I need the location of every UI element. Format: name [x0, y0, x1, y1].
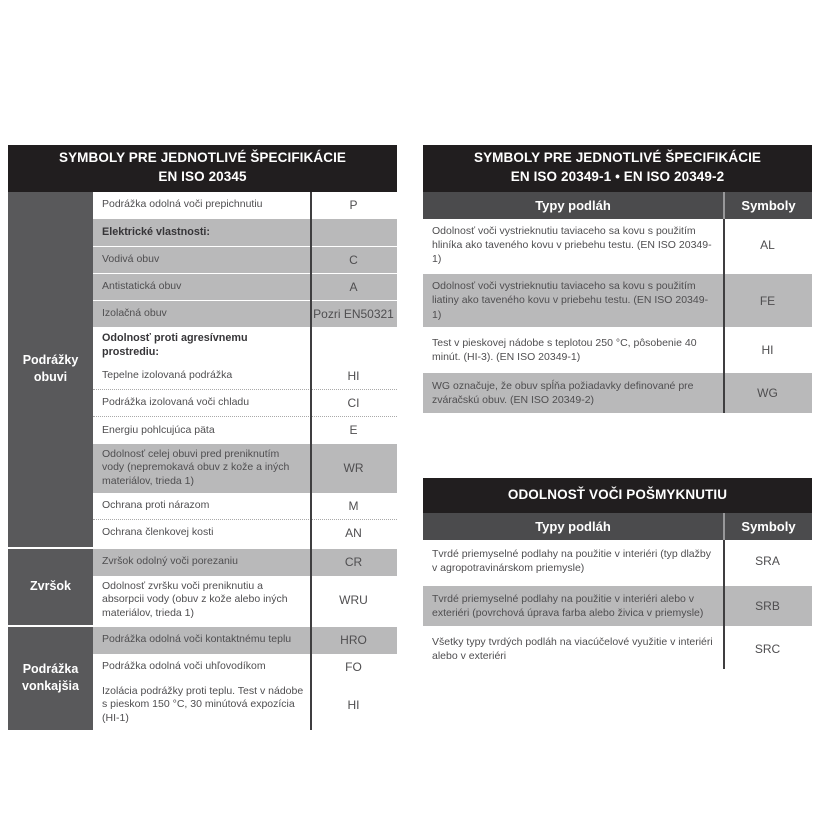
row-description: Ochrana proti nárazom	[102, 498, 210, 511]
table-row	[93, 246, 397, 273]
row-symbol: SRC	[754, 641, 781, 656]
row-description: Odolnosť voči vystrieknutiu taviaceho sa kovu s použitím hliníka ako taveného kovu v priebehu testu. (EN ISO 20349-1)	[432, 224, 712, 266]
table-row	[423, 219, 812, 272]
table-en-iso-20349	[423, 145, 812, 413]
row-symbol: SRA	[755, 554, 780, 569]
row-symbol: WR	[343, 461, 364, 476]
row-description: Odolnosť zvršku voči preniknutiu a absorpcii vody (obuv z kože alebo iných materiálov, trieda 1)	[102, 579, 288, 620]
row-description: Odolnosť voči vystrieknutiu taviaceho sa kovu s použitím liatiny ako taveného kovu v priebehu testu. (EN ISO 20349-1)	[432, 280, 709, 321]
table-title	[423, 478, 812, 513]
row-symbol: M	[348, 498, 359, 513]
row-description: Podrážka odolná voči uhľovodíkom	[102, 660, 266, 673]
row-description: Tvrdé priemyselné podlahy na použitie v interiéri alebo v exteriéri (povrchová úprava farba alebo živica v priemysle)	[432, 592, 704, 619]
left-table-body	[8, 192, 397, 730]
table-row	[93, 493, 397, 520]
row-symbol: AN	[345, 526, 362, 541]
table-row	[423, 271, 812, 327]
column-headers	[423, 192, 812, 219]
table-row	[423, 583, 812, 626]
column-header-symbols: Symboly	[723, 513, 812, 540]
table-slip-resistance	[423, 478, 812, 669]
table-row	[93, 520, 397, 547]
row-description: Tvrdé priemyselné podlahy na použitie v interiéri (typ dlažby v agropotravinárskom priemysle)	[432, 548, 711, 575]
table-row	[93, 627, 397, 654]
row-symbol: C	[349, 252, 358, 267]
table-row	[423, 327, 812, 370]
row-symbol: E	[349, 423, 358, 438]
column-header-symbols: Symboly	[723, 192, 812, 219]
row-symbol: CR	[344, 555, 363, 570]
group-rows	[93, 627, 397, 730]
row-description: Elektrické vlastnosti:	[102, 226, 211, 239]
table-row	[423, 540, 812, 583]
row-description: Podrážka odolná voči prepichnutiu	[102, 198, 263, 211]
row-description: Antistatická obuv	[102, 279, 182, 292]
row-symbol: HI	[347, 368, 360, 383]
row-symbol: AL	[760, 238, 775, 253]
row-symbol: FE	[759, 293, 776, 308]
row-description: Izolácia podrážky proti teplu. Test v nádobe s pieskom 150 °C, 30 minútová expozícia (HI-1)	[102, 684, 304, 724]
table-title-line1: ODOLNOSŤ VOČI POŠMYKNUTIU	[507, 487, 728, 502]
row-description: Podrážka izolovaná voči chladu	[102, 396, 250, 409]
row-symbol: WRU	[339, 593, 368, 608]
table-group	[8, 625, 397, 730]
row-symbol	[310, 327, 397, 363]
column-header-floor-types: Typy podláh	[535, 197, 611, 213]
row-description: WG označuje, že obuv spĺňa požiadavky definované pre zváračskú obuv. (EN ISO 20349-2)	[432, 379, 694, 406]
table-row	[423, 626, 812, 669]
table-title-line1: SYMBOLY PRE JEDNOTLIVÉ ŠPECIFIKÁCIE	[58, 150, 347, 165]
row-description: Izolačná obuv	[102, 306, 167, 319]
row-symbol: HI	[347, 698, 360, 713]
row-description: Podrážka odolná voči kontaktnému teplu	[102, 633, 292, 646]
table-row	[93, 681, 397, 730]
table-row	[423, 370, 812, 413]
table-row	[93, 363, 397, 390]
column-header-floor-types: Typy podláh	[535, 518, 611, 534]
table-row	[93, 417, 397, 444]
table-group	[8, 547, 397, 625]
table-row	[93, 390, 397, 417]
group-rows	[93, 192, 397, 547]
group-label: Zvršok	[8, 549, 93, 625]
table-row	[93, 444, 397, 493]
row-symbol: HRO	[340, 633, 367, 648]
table-row	[93, 549, 397, 576]
row-description: Energiu pohlcujúca päta	[102, 423, 215, 436]
column-headers	[423, 513, 812, 540]
row-description: Všetky typy tvrdých podláh na viacúčelové využitie v interiéri alebo v exteriéri	[432, 635, 713, 662]
table-title-line1: SYMBOLY PRE JEDNOTLIVÉ ŠPECIFIKÁCIE	[473, 150, 762, 165]
row-description: Zvršok odolný voči porezaniu	[102, 555, 238, 568]
table-row	[93, 576, 397, 625]
table-row	[93, 192, 397, 219]
row-symbol: P	[349, 198, 358, 213]
row-description: Test v pieskovej nádobe s teplotou 250 °C, pôsobenie 40 minút. (HI-3). (EN ISO 20349-1)	[432, 336, 697, 363]
table-row	[93, 654, 397, 681]
group-label: Podrážky obuvi	[8, 192, 93, 547]
table-group	[8, 192, 397, 547]
group-label: Podrážka vonkajšia	[8, 627, 93, 730]
table-en-iso-20345	[8, 145, 397, 730]
table-row	[93, 219, 397, 246]
right-table-1-body	[423, 219, 812, 413]
table-row	[93, 327, 397, 363]
group-rows	[93, 549, 397, 625]
table-title-line2: EN ISO 20345	[158, 168, 247, 184]
row-description: Ochrana členkovej kosti	[102, 526, 214, 539]
row-symbol: A	[349, 279, 358, 294]
row-symbol	[310, 219, 397, 246]
table-row	[93, 273, 397, 300]
row-symbol: WG	[757, 385, 778, 400]
table-title-line2: EN ISO 20349-1 • EN ISO 20349-2	[510, 168, 725, 184]
right-table-2-body	[423, 540, 812, 669]
table-row	[93, 300, 397, 327]
row-symbol: CI	[347, 395, 360, 410]
row-symbol: SRB	[755, 598, 780, 613]
table-title	[423, 145, 812, 192]
row-description: Vodivá obuv	[102, 252, 160, 265]
row-description: Tepelne izolovaná podrážka	[102, 369, 233, 382]
row-description: Odolnosť celej obuvi pred preniknutím vody (nepremokavá obuv z kože a iných materiálov, trieda 1)	[102, 447, 290, 488]
table-title	[8, 145, 397, 192]
row-symbol: FO	[345, 660, 362, 675]
row-symbol: HI	[761, 342, 774, 357]
row-symbol: Pozri EN50321	[313, 306, 394, 321]
row-description: Odolnosť proti agresívnemu prostrediu:	[102, 331, 248, 358]
